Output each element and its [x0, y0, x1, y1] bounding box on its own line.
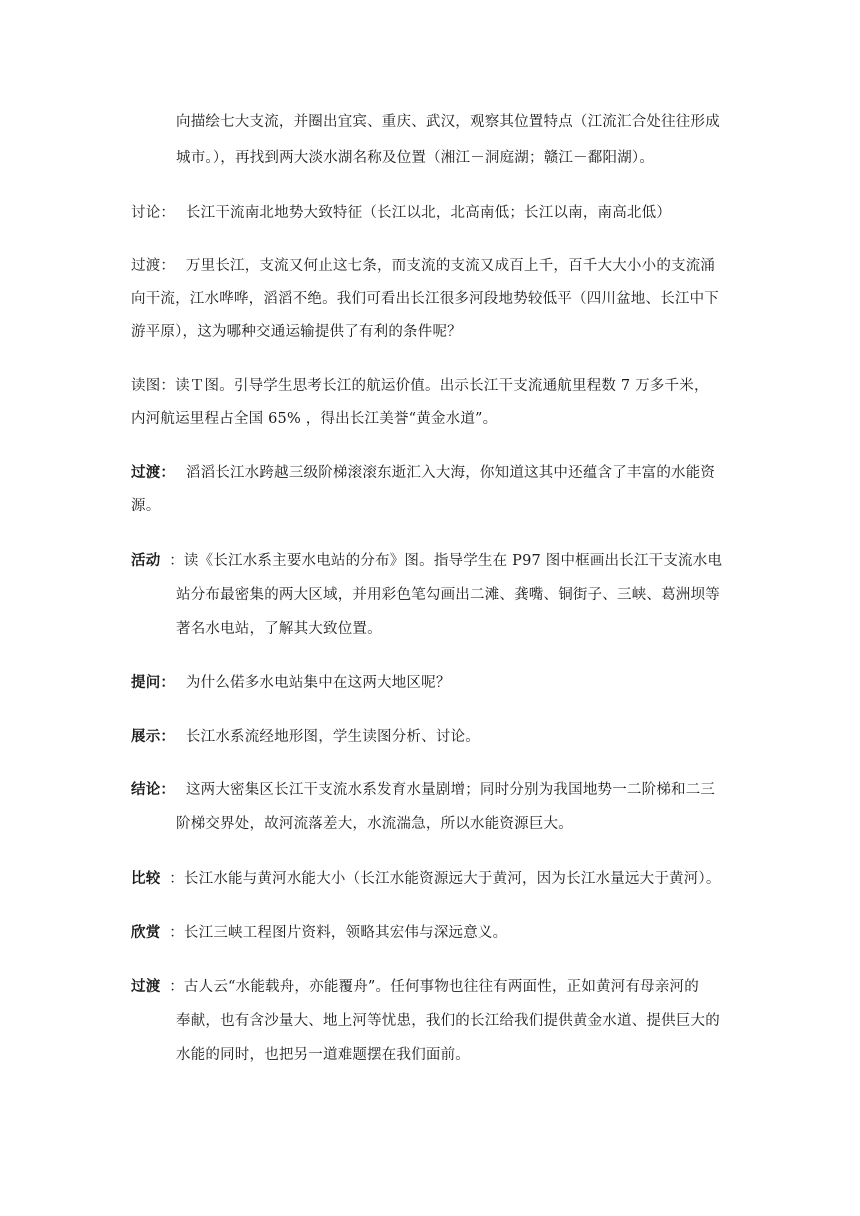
- transition-label: 过渡：: [131, 464, 176, 481]
- transition-paragraph: [131, 256, 715, 276]
- question-paragraph: [131, 673, 451, 693]
- transition-label: 过渡：: [131, 258, 176, 274]
- paragraph-line: 水能的同时，也把另一道难题摆在我们面前。: [176, 1047, 470, 1063]
- compare-text: ：长江水能与黄河水能大小（长江水能资源远大于黄河，因为长江水量远大于黄河）。: [169, 871, 721, 887]
- appreciate-paragraph: [131, 923, 507, 943]
- transition-label: 过渡: [131, 978, 161, 995]
- conclusion-label: 结论：: [131, 781, 176, 798]
- activity-text: ：读《长江水系主要水电站的分布》图。指导学生在 P97 图中框画出长江干支流水电: [169, 553, 723, 569]
- activity-label: 活动: [131, 552, 161, 569]
- question-label: 提问：: [131, 674, 176, 691]
- paragraph-line: 源。: [131, 498, 161, 514]
- read-map-paragraph: [131, 376, 709, 396]
- paragraph-line: 内河航运里程占全国 65% ，得出长江美誉“黄金水道”。: [131, 411, 498, 427]
- paragraph-line: 向干流，江水哗哗，滔滔不绝。我们可看出长江很多河段地势较低平（四川盆地、长江中下: [131, 291, 719, 307]
- conclusion-paragraph: [131, 780, 715, 800]
- paragraph-line: 游平原），这为哪种交通运输提供了有利的条件呢？: [131, 324, 462, 340]
- read-map-label: 读图：: [131, 378, 176, 394]
- transition-text: 万里长江，支流又何止这七条，而支流的支流又成百上千，百千大大小小的支流涌: [185, 258, 716, 274]
- paragraph-line: 向描绘七大支流，并圈出宜宾、重庆、武汉，观察其位置特点（江流汇合处往往形成: [176, 114, 720, 130]
- discussion-text: 长江干流南北地势大致特征（长江以北，北高南低；长江以南，南高北低）: [185, 205, 672, 221]
- activity-paragraph: [131, 551, 722, 571]
- display-text: 长江水系流经地形图，学生读图分析、讨论。: [185, 729, 480, 745]
- transition-text: ：古人云“水能载舟，亦能覆舟”。任何事物也往往有两面性，正如黄河有母亲河的: [169, 979, 699, 995]
- paragraph-line: 奉献，也有含沙量大、地上河等忧患，我们的长江给我们提供黄金水道、提供巨大的: [176, 1013, 720, 1029]
- compare-paragraph: [131, 869, 721, 889]
- appreciate-text: ：长江三峡工程图片资料，领略其宏伟与深远意义。: [169, 925, 508, 941]
- conclusion-text: 这两大密集区长江干支流水系发育水量剧增；同时分别为我国地势一二阶梯和二三: [185, 782, 716, 798]
- discussion-label: 讨论：: [131, 205, 176, 221]
- question-text: 为什么偌多水电站集中在这两大地区呢？: [185, 675, 451, 691]
- transition-text: 滔滔长江水跨越三级阶梯滚滚东逝汇入大海，你知道这其中还蕴含了丰富的水能资: [185, 465, 716, 481]
- discussion-paragraph: [131, 203, 671, 223]
- paragraph-line: 著名水电站，了解其大致位置。: [176, 621, 382, 637]
- compare-label: 比较: [131, 870, 161, 887]
- read-map-text: 读Ｔ图。引导学生思考长江的航运价值。出示长江干支流通航里程数 7 万多千米，: [175, 378, 709, 394]
- appreciate-label: 欣赏: [131, 924, 161, 941]
- display-paragraph: [131, 727, 480, 747]
- paragraph-line: 站分布最密集的两大区域，并用彩色笔勾画出二滩、龚嘴、铜街子、三峡、葛洲坝等: [176, 587, 720, 603]
- paragraph-line: 城市。），再找到两大淡水湖名称及位置（湘江－洞庭湖；赣江－鄱阳湖）。: [176, 150, 655, 166]
- transition-paragraph: [131, 463, 715, 483]
- display-label: 展示：: [131, 728, 176, 745]
- transition-paragraph: [131, 977, 699, 997]
- paragraph-line: 阶梯交界处，故河流落差大，水流湍急，所以水能资源巨大。: [176, 816, 573, 832]
